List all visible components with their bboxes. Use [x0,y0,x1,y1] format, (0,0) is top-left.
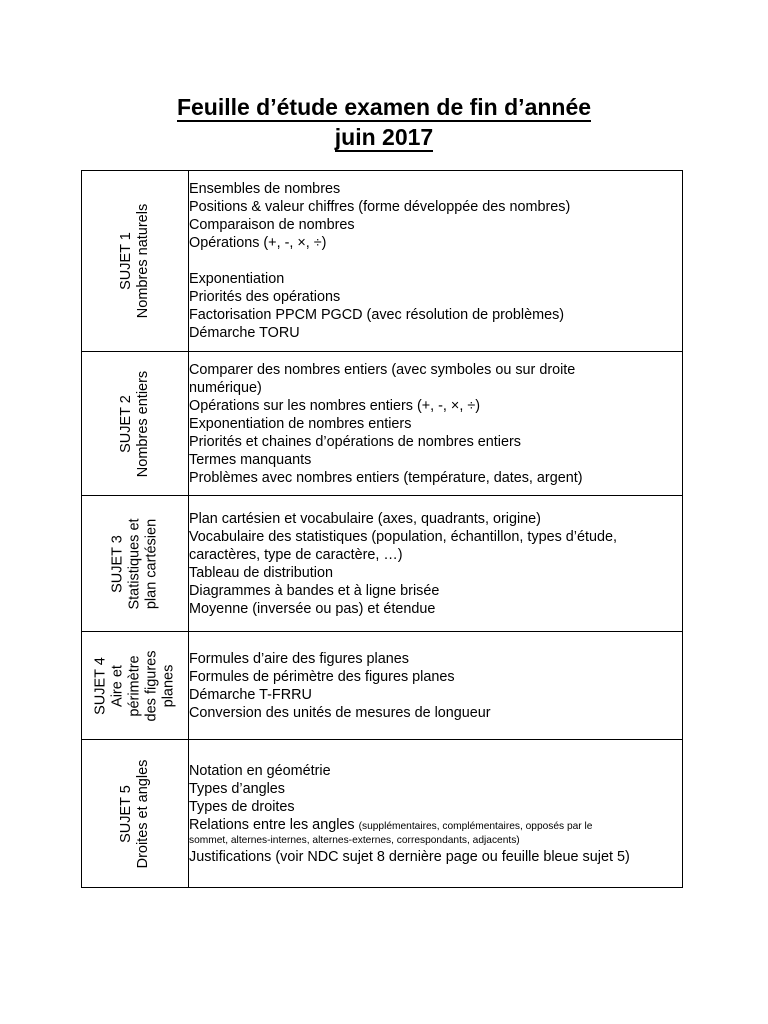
subject-label-line: Droites et angles [135,759,151,868]
subject-2-topics [189,352,683,496]
table-row-subject-1 [82,171,683,352]
subject-label-line: Nombres naturels [135,203,151,319]
topic-item: Plan cartésien et vocabulaire (axes, quadrants, origine) [189,510,541,527]
topic-item: Comparaison de nombres [189,217,355,233]
topic-item: caractères, type de caractère, …) [189,546,403,563]
subject-3-topics [189,496,683,632]
subject-label-line: des figures [143,650,160,721]
title-line-1: Feuille d’étude examen de fin d’année [176,94,592,120]
subject-5-header [82,740,189,888]
subject-1-label [118,204,152,318]
subject-label-line: SUJET 5 [118,784,134,843]
topic-item: Types de droites [189,798,295,815]
topic-item: Démarche T-FRRU [189,686,312,703]
topic-item: Conversion des unités de mesures de longueur [189,704,491,721]
relations-detail: (supplémentaires, complémentaires, opposés par le [358,820,593,832]
topic-item: Priorités des opérations [189,289,341,305]
subject-2-header [82,352,189,496]
topic-item: Diagrammes à bandes et à ligne brisée [189,582,440,599]
topic-item: Comparer des nombres entiers (avec symboles ou sur droite [189,361,576,378]
topic-item: Factorisation PPCM PGCD (avec résolution de problèmes) [189,307,565,323]
topic-item: Exponentiation [189,271,285,287]
subject-1-header [82,171,189,352]
subject-5-label [118,759,152,868]
table-row-subject-5 [82,740,683,888]
subject-4-label [93,650,178,721]
subject-3-label [110,518,161,609]
topic-item: Opérations sur les nombres entiers (+, -, ×, ÷) [189,397,481,414]
topic-item: Tableau de distribution [189,564,334,581]
table-row-subject-2 [82,352,683,496]
title-line-2: juin 2017 [334,124,434,150]
topic-item: Justifications (voir NDC sujet 8 dernière page ou feuille bleue sujet 5) [189,848,630,865]
topic-item: Moyenne (inversée ou pas) et étendue [189,600,436,617]
subject-label-line: SUJET 1 [118,232,134,290]
page-subtitle [0,122,768,152]
subject-3-header [82,496,189,632]
topic-item: Positions & valeur chiffres (forme développée des nombres) [189,199,571,215]
table-row-subject-3 [82,496,683,632]
topic-item: Types d’angles [189,780,285,797]
topic-item: Priorités et chaines d’opérations de nombres entiers [189,433,521,450]
study-table [81,170,683,888]
subject-label-line: périmètre [126,654,143,717]
topic-spacer [189,252,682,270]
topic-item: Démarche TORU [189,325,300,341]
relations-detail-continued: sommet, alternes-internes, alternes-externes, correspondants, adjacents) [189,834,520,846]
subject-label-line: Aire et [109,664,126,707]
subject-4-header [82,632,189,740]
topic-item: Formules d’aire des figures planes [189,650,409,667]
topic-item: Formules de périmètre des figures planes [189,668,455,685]
table-row-subject-4 [82,632,683,740]
topic-item: Notation en géométrie [189,762,331,779]
topic-item: Problèmes avec nombres entiers (température, dates, argent) [189,469,583,486]
topic-item: Vocabulaire des statistiques (population, échantillon, types d’étude, [189,528,618,545]
subject-label-line: SUJET 2 [118,394,134,453]
subject-5-topics [189,740,683,888]
topic-item: Opérations (+, -, ×, ÷) [189,235,327,251]
subject-label-line: SUJET 4 [92,656,109,715]
topic-item: Ensembles de nombres [189,181,341,197]
page-title [0,92,768,122]
subject-label-line: Statistiques et [126,517,143,610]
subject-4-topics [189,632,683,740]
topic-item-relations [189,816,682,834]
subject-label-line: Nombres entiers [135,370,151,477]
subject-1-topics [189,171,683,352]
subject-label-line: planes [160,664,177,707]
topic-item: Exponentiation de nombres entiers [189,415,412,432]
topic-item: Termes manquants [189,451,312,468]
relations-main: Relations entre les angles [189,816,355,833]
subject-2-label [118,370,152,476]
subject-label-line: SUJET 3 [109,534,126,593]
subject-label-line: plan cartésien [143,518,160,609]
topic-item: numérique) [189,379,262,396]
